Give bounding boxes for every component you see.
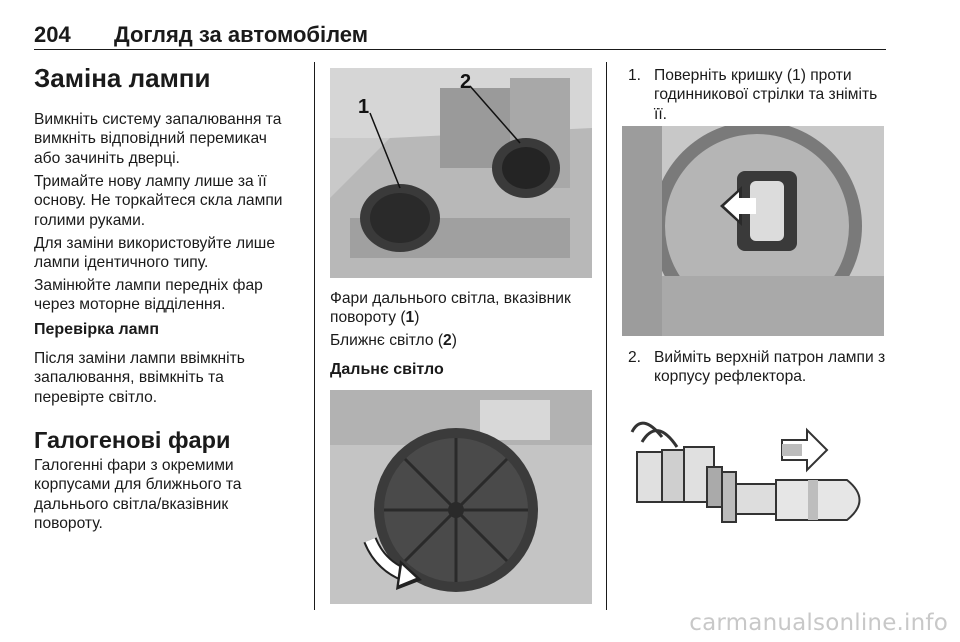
figure-label-2: 2: [460, 71, 472, 93]
watermark: carmanualsonline.info: [689, 610, 948, 636]
section-title-halogen: Галогенові фари: [34, 427, 231, 453]
section-title-lamp-replacement: Заміна лампи: [34, 63, 211, 93]
paragraph-ignition: Вимкніть систему запалювання та вимкніть відповідний перемикач або зачиніть дверці.: [34, 111, 282, 167]
paragraph-hold-lamp: Тримайте нову лампу лише за її основу. Не торкайтеся скла лампи голими руками.: [34, 173, 283, 229]
paragraph-halogen: Галогенні фари з окремими корпусами для ближнього та дальнього світла/вказівник повороту.: [34, 457, 242, 533]
step-1: 1. Поверніть кришку (1) проти годинникової стрілки та зніміть її.: [628, 67, 878, 123]
figure-headlamp-housing: [330, 68, 592, 278]
figure-high-beam-cover: [330, 390, 592, 604]
paragraph-engine-bay: Замінюйте лампи передніх фар через моторне відділення.: [34, 277, 263, 314]
column-divider-left: [314, 62, 315, 610]
paragraph-lamp-check: Після заміни лампи ввімкніть запалювання, ввімкніть та перевірте світло.: [34, 350, 245, 406]
page-number: 204: [34, 22, 71, 47]
page-header: [34, 18, 886, 52]
figure-caption-low-beam: Ближнє світло (2): [330, 332, 457, 349]
figure-turn-cover: [622, 126, 884, 336]
figure-caption: Фари дальнього світла, вказівник повороту (1): [330, 290, 571, 327]
step-2: 2. Вийміть верхній патрон лампи з корпусу рефлектора.: [628, 349, 886, 386]
subheading-high-beam: Дальнє світло: [330, 361, 444, 378]
page-title: Догляд за автомобілем: [114, 22, 369, 47]
figure-label-1: 1: [358, 96, 370, 118]
header-rule: [34, 49, 886, 50]
subheading-lamp-check: Перевірка ламп: [34, 321, 160, 338]
figure-bulb-socket: [622, 392, 884, 602]
column-divider-right: [606, 62, 607, 610]
paragraph-identical-type: Для заміни використовуйте лише лампи ідентичного типу.: [34, 235, 275, 272]
